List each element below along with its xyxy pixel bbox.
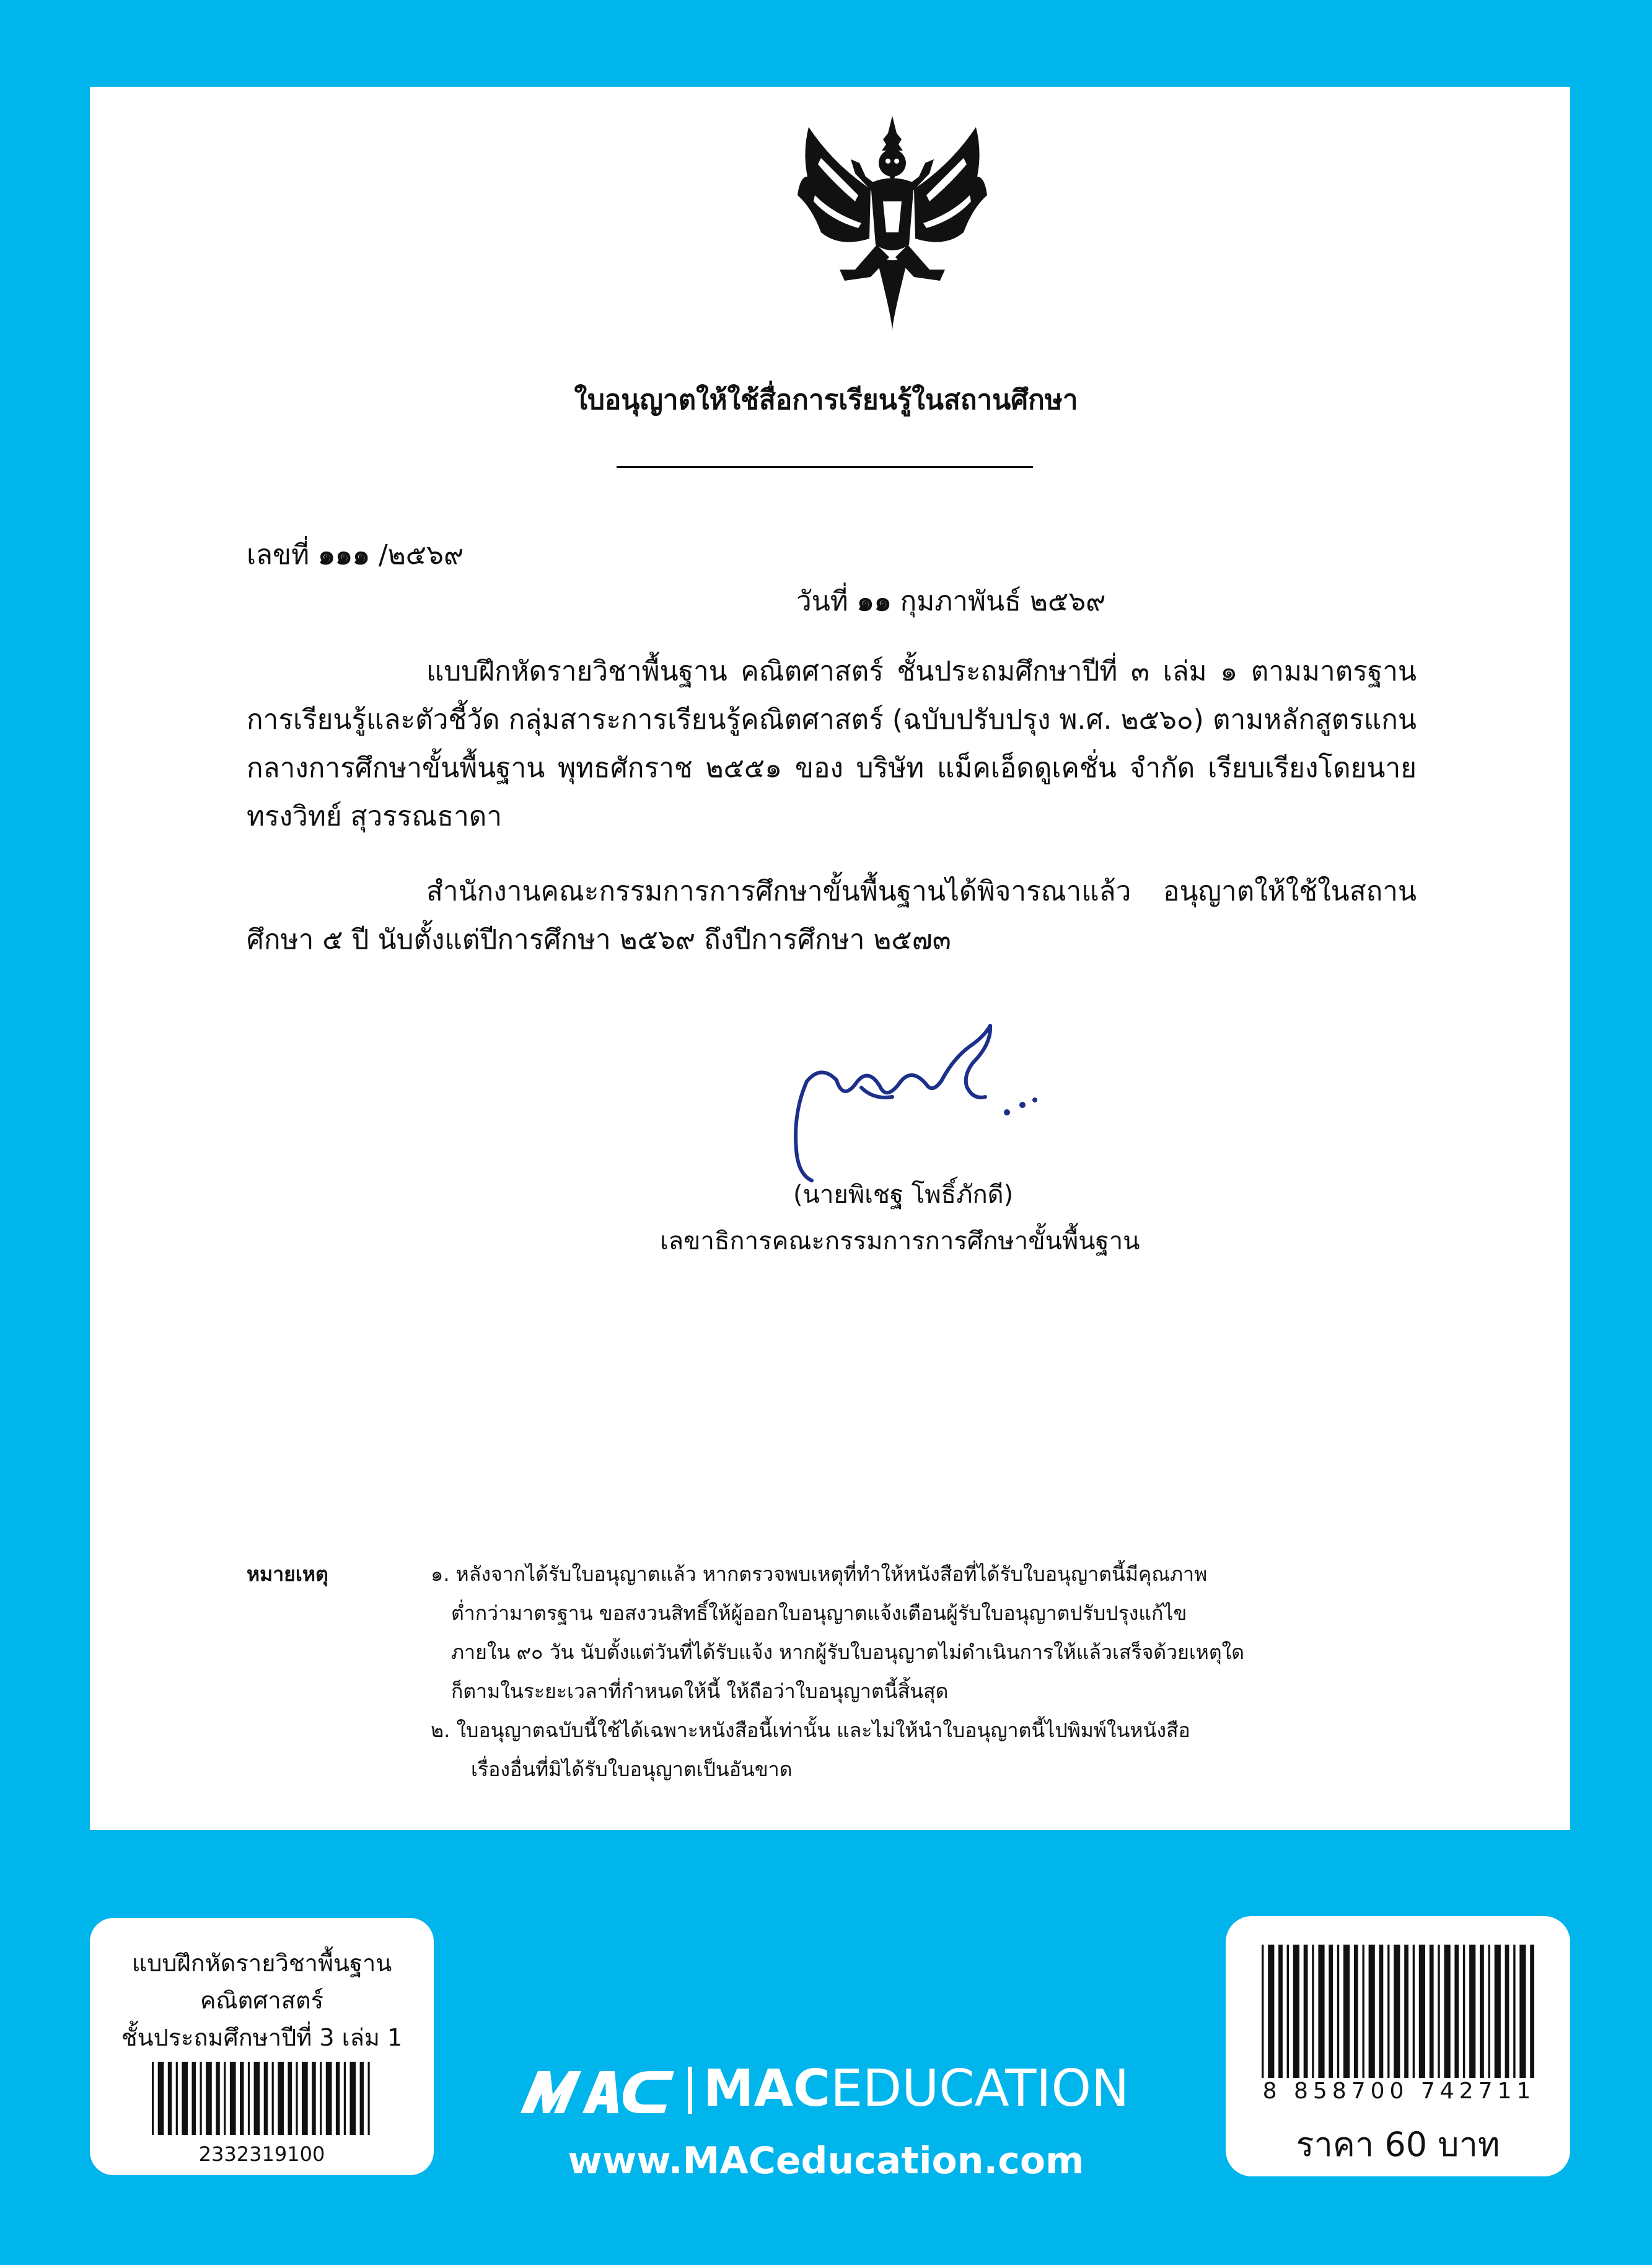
paragraph-2-text: สำนักงานคณะกรรมการการศึกษาขั้นพื้นฐานได้พิจารณาแล้ว อนุญาตให้ใช้ในสถานศึกษา ๕ ปี นับตั้งแต่ปีการศึกษา ๒๕๖๙ ถึงปีการศึกษา ๒๕๗๓ <box>247 876 1417 956</box>
note-line: ๑. หลังจากได้รับใบอนุญาตแล้ว หากตรวจพบเหตุที่ทำให้หนังสือที่ได้รับใบอนุญาตนี้มีคุณภาพ <box>431 1562 1208 1586</box>
barcode-bar <box>254 2062 260 2135</box>
paragraph-1-text: แบบฝึกหัดรายวิชาพื้นฐาน คณิตศาสตร์ ชั้นประถมศึกษาปีที่ ๓ เล่ม ๑ ตามมาตรฐานการเรียนรู้และตัวชี้วัด กลุ่มสาระการเรียนรู้คณิตศาสตร์ (ฉบับปรับปรุง พ.ศ. ๒๕๖๐) ตามหลักสูตรแกนกลางการศึกษาขั้นพื้นฐาน พุทธศักราช ๒๕๕๑ ของ บริษัท แม็คเอ็ดดูเคชั่น จำกัด เรียบเรียงโดยนายทรงวิทย์ สุวรรณธาดา <box>247 656 1417 832</box>
barcode-bar <box>272 2062 274 2135</box>
barcode-bar <box>1354 1945 1358 2078</box>
barcode-bar <box>1329 1945 1333 2078</box>
barcode-bar <box>344 2062 346 2135</box>
barcode-bar <box>206 2062 212 2135</box>
number-label: เลขที่ <box>247 539 310 571</box>
barcode-bar <box>1463 1945 1465 2078</box>
barcode <box>1262 1945 1534 2096</box>
barcode-bar <box>158 2062 164 2135</box>
barcode-bar <box>296 2062 297 2135</box>
barcode-bar <box>230 2062 236 2135</box>
barcode-bar <box>1519 1945 1526 2078</box>
barcode-bar <box>1337 1945 1339 2078</box>
license-date <box>796 579 1105 623</box>
note-line: ๒. ใบอนุญาตฉบับนี้ใช้ได้เฉพาะหนังสือนี้เท่านั้น และไม่ให้นำใบอนุญาตนี้ไปพิมพ์ในหนังสือ <box>431 1718 1190 1742</box>
signature <box>768 1007 1053 1187</box>
barcode-bar <box>1438 1945 1439 2078</box>
license-title: ใบอนุญาตให้ใช้สื่อการเรียนรู้ในสถานศึกษา <box>574 384 1078 416</box>
book-info-box <box>90 1918 434 2175</box>
barcode-bar <box>1287 1945 1289 2078</box>
brand-name <box>703 2059 1129 2118</box>
date-label: วันที่ <box>796 586 848 617</box>
barcode-bar <box>1343 1945 1350 2078</box>
barcode-bar <box>1304 1945 1308 2078</box>
barcode-bar <box>1505 1945 1509 2078</box>
note-line: ภายใน ๙๐ วัน นับตั้งแต่วันที่ได้รับแจ้ง หากผู้รับใบอนุญาตไม่ดำเนินการให้แล้วเสร็จด้วยเหตุใด <box>451 1640 1245 1664</box>
title-divider <box>617 466 1033 468</box>
barcode-bar <box>1312 1945 1314 2078</box>
signer-name: (นายพิเชฐ โพธิ์ภักดี) <box>793 1181 1014 1209</box>
book-info-subject: คณิตศาสตร์ <box>200 1987 324 2014</box>
barcode-bar <box>312 2062 316 2135</box>
barcode-bar <box>326 2062 332 2135</box>
barcode-bar <box>1430 1945 1434 2078</box>
license-paragraph-1 <box>247 648 1417 841</box>
barcode-number: 2332319100 <box>198 2142 325 2166</box>
barcode-bar <box>302 2062 308 2135</box>
brand-name-rest: EDUCATION <box>830 2059 1130 2118</box>
barcode-bar <box>1469 1945 1475 2078</box>
barcode-bar <box>1454 1945 1459 2078</box>
barcode-bar <box>1268 1945 1274 2078</box>
barcode-bar <box>224 2062 226 2135</box>
barcode-bar <box>216 2062 220 2135</box>
barcode-bar <box>182 2062 188 2135</box>
barcode-bar <box>1293 1945 1299 2078</box>
barcode-bar <box>1530 1945 1534 2078</box>
signer-position: เลขาธิการคณะกรรมการการศึกษาขั้นพื้นฐาน <box>660 1227 1140 1256</box>
barcode-bar <box>288 2062 292 2135</box>
barcode-bar <box>240 2062 244 2135</box>
barcode-bar <box>1444 1945 1451 2078</box>
note-line: ต่ำกว่ามาตรฐาน ขอสงวนสิทธิ์ให้ผู้ออกใบอนุญาตแจ้งเตือนผู้รับใบอนุญาตปรับปรุงแก้ไข <box>451 1601 1187 1625</box>
barcode-bar <box>1318 1945 1324 2078</box>
barcode <box>152 2062 372 2135</box>
date-day: ๑๑ <box>856 586 892 617</box>
date-rest: กุมภาพันธ์ ๒๕๖๙ <box>900 586 1106 617</box>
barcode-bar <box>1387 1945 1389 2078</box>
barcode-bar <box>168 2062 172 2135</box>
brand-divider <box>688 2067 692 2114</box>
barcode-bar <box>248 2062 250 2135</box>
barcode-bar <box>368 2062 370 2135</box>
barcode-bar <box>320 2062 322 2135</box>
barcode-bar <box>1262 1945 1263 2078</box>
note-line: ก็ตามในระยะเวลาที่กำหนดให้นี้ ให้ถือว่าใบอนุญาตนี้สิ้นสุด <box>451 1679 949 1703</box>
price-box <box>1226 1916 1570 2176</box>
license-number <box>247 533 464 576</box>
barcode-number: 8 858700 742711 <box>1262 2078 1536 2104</box>
barcode-bar <box>1419 1945 1425 2078</box>
barcode-bar <box>350 2062 356 2135</box>
garuda-emblem-icon <box>796 115 988 338</box>
barcode-bar <box>1495 1945 1501 2078</box>
barcode-bar <box>1394 1945 1400 2078</box>
mac-logo-icon <box>521 2064 682 2116</box>
barcode-bar <box>264 2062 268 2135</box>
book-info-grade: ชั้นประถมศึกษาปีที่ 3 เล่ม 1 <box>121 2024 403 2051</box>
barcode-bar <box>200 2062 202 2135</box>
price-label: ราคา 60 บาท <box>1296 2125 1500 2164</box>
number-value: ๑๑๑ <box>318 539 370 571</box>
number-suffix: /๒๕๖๙ <box>378 539 464 571</box>
brand-url[interactable]: www.MACeducation.com <box>568 2139 1084 2183</box>
barcode-bar <box>1488 1945 1490 2078</box>
barcode-bar <box>360 2062 364 2135</box>
barcode-bar <box>1404 1945 1408 2078</box>
barcode-bar <box>1369 1945 1375 2078</box>
barcode-bar <box>192 2062 196 2135</box>
barcode-bar <box>1363 1945 1364 2078</box>
barcode-bar <box>1480 1945 1484 2078</box>
barcode-bar <box>278 2062 284 2135</box>
barcode-bar <box>1278 1945 1283 2078</box>
book-info-title: แบบฝึกหัดรายวิชาพื้นฐาน <box>131 1950 392 1977</box>
barcode-bar <box>1413 1945 1415 2078</box>
barcode-bar <box>1379 1945 1384 2078</box>
barcode-bar <box>336 2062 340 2135</box>
license-paragraph-2 <box>247 868 1417 964</box>
barcode-bar <box>176 2062 178 2135</box>
barcode-bar <box>1513 1945 1515 2078</box>
barcode-bar <box>152 2062 154 2135</box>
note-line: เรื่องอื่นที่มิได้รับใบอนุญาตเป็นอันขาด <box>471 1757 793 1781</box>
brand-name-bold: MAC <box>703 2059 831 2118</box>
notes-label: หมายเหตุ <box>247 1562 328 1586</box>
